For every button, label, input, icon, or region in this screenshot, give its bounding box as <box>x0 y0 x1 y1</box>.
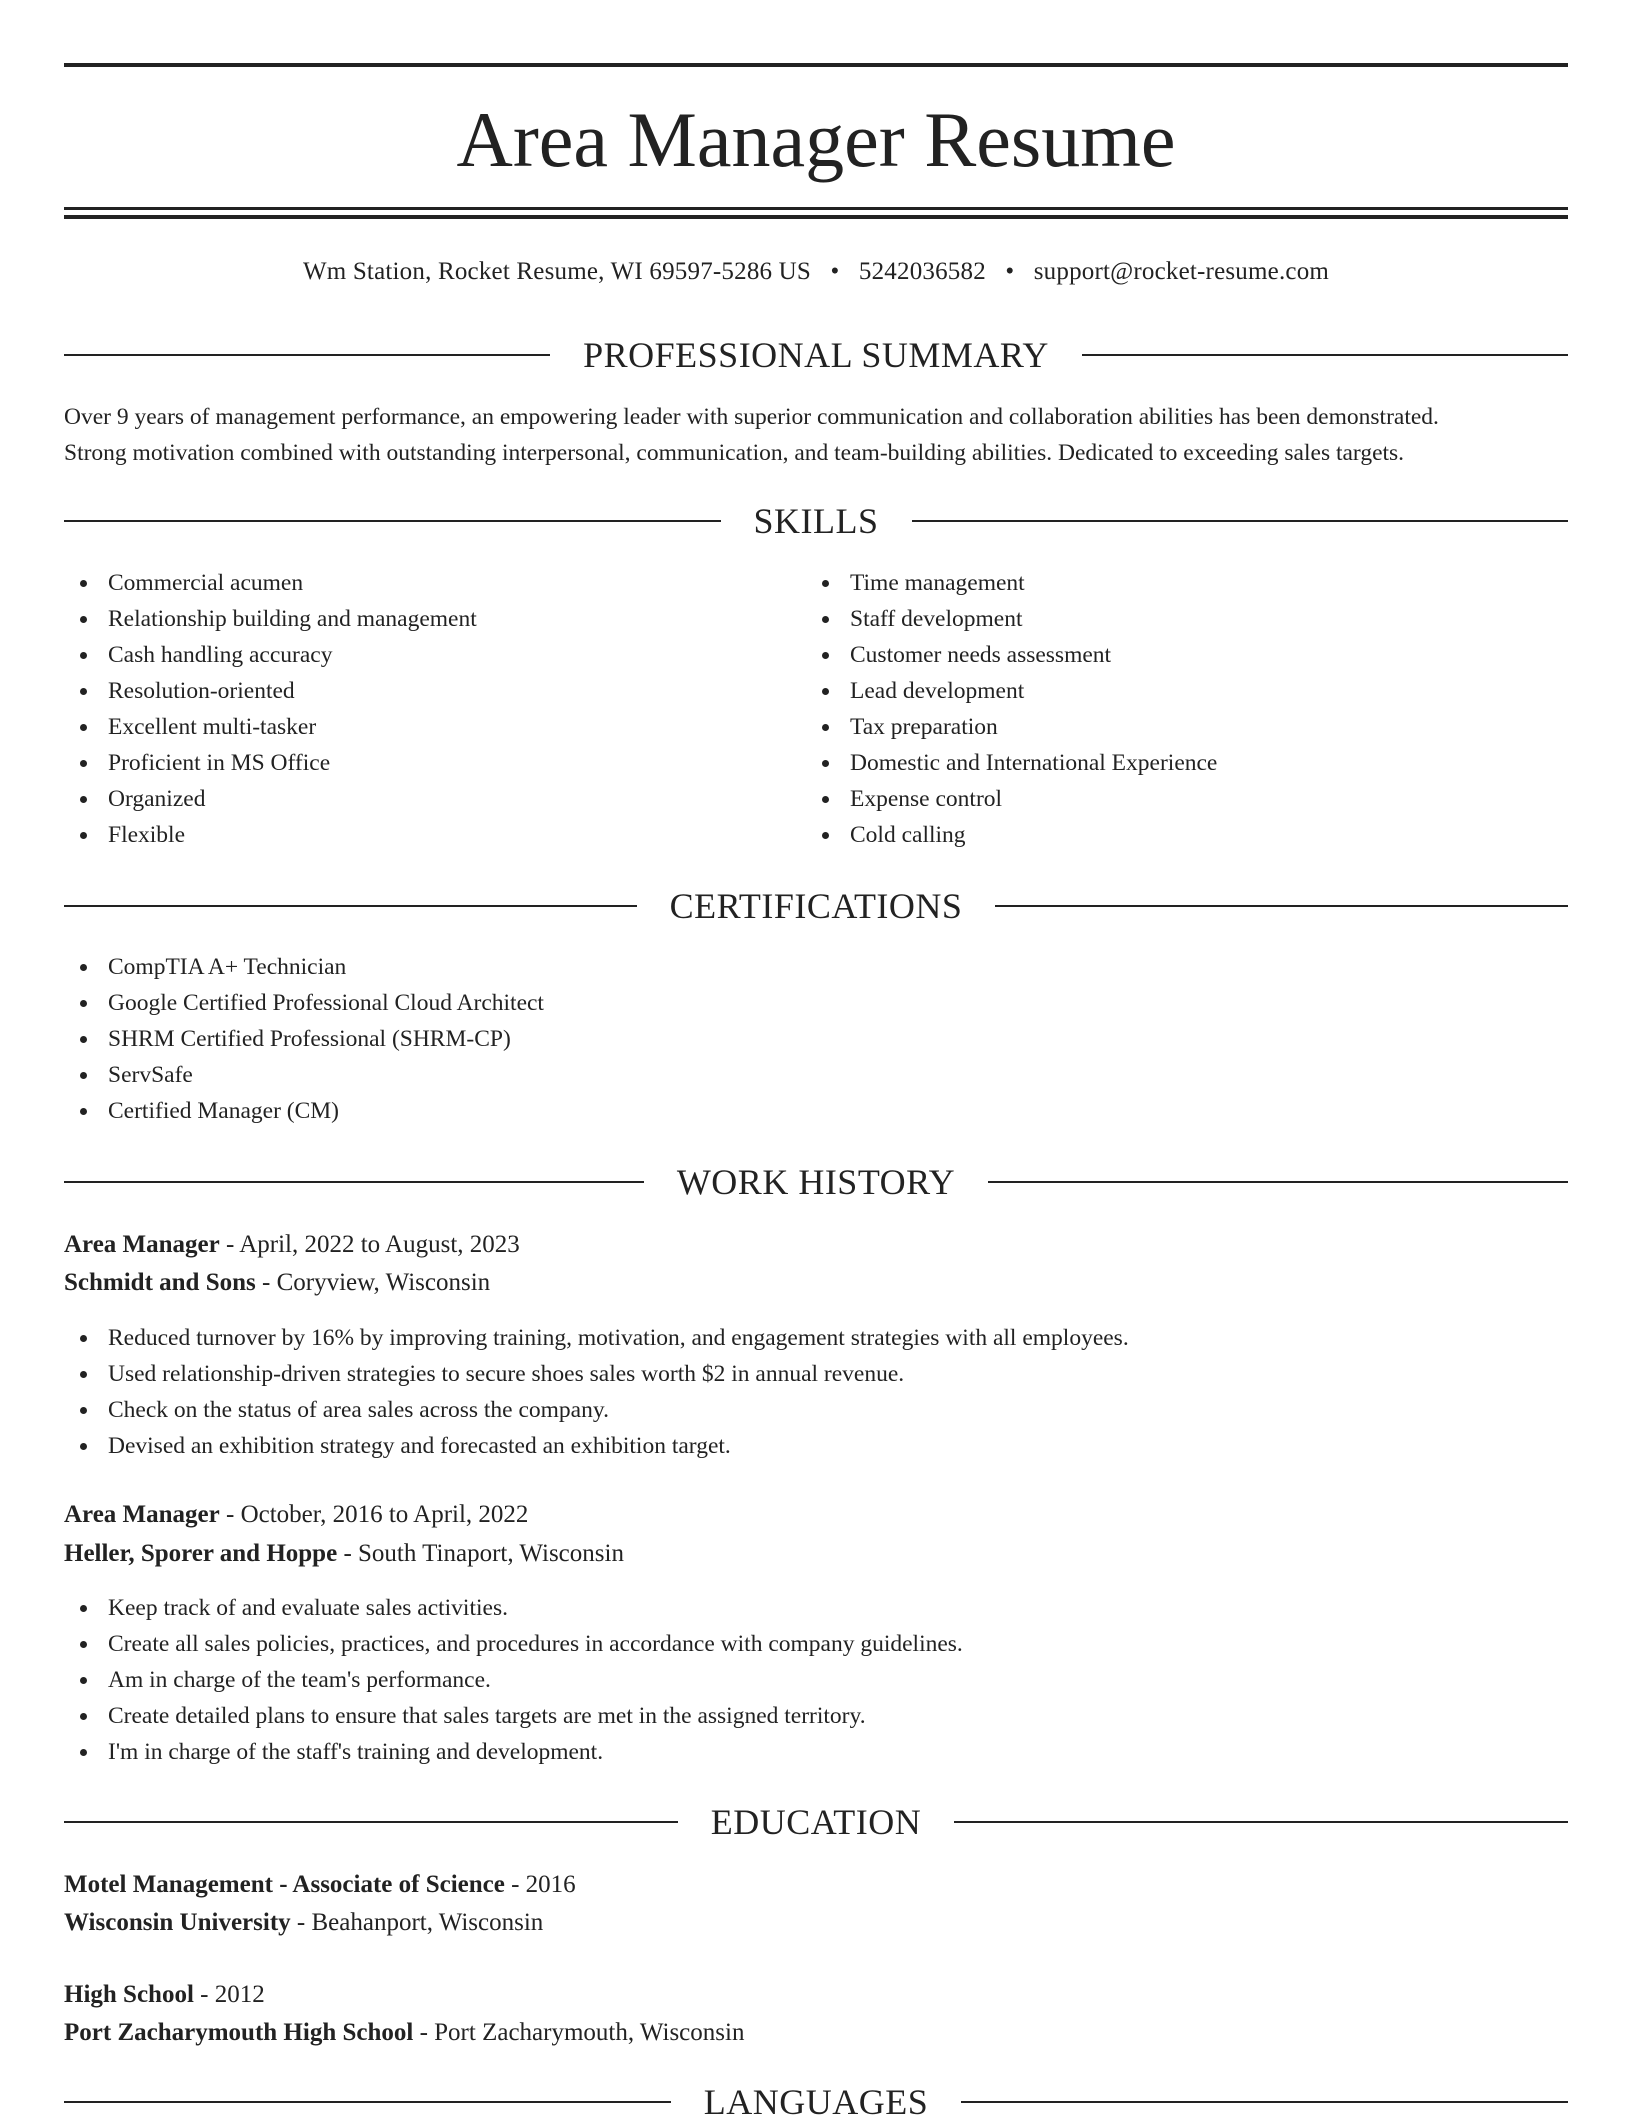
divider-line <box>64 905 637 907</box>
bullet-dot <box>80 1605 87 1612</box>
education-degree: High School <box>64 1981 194 2008</box>
education-school: Port Zacharymouth High School <box>64 2019 414 2046</box>
skill-item: Commercial acumen <box>64 565 477 601</box>
bullet-dot <box>822 688 829 695</box>
bullet-dot <box>822 616 829 623</box>
divider-line <box>988 1181 1568 1183</box>
contact-line <box>64 252 1568 292</box>
bullet-dot <box>80 832 87 839</box>
summary-text <box>64 399 1568 471</box>
section-title: PROFESSIONAL SUMMARY <box>583 335 1049 375</box>
education-degree-line <box>64 1976 1568 2014</box>
education-school: Wisconsin University <box>64 1909 291 1936</box>
bullet-dot <box>80 1108 87 1115</box>
top-rule <box>64 63 1568 67</box>
bullet-dot <box>822 724 829 731</box>
education-degree-line <box>64 1866 1568 1904</box>
job-bullet: Create all sales policies, practices, and procedures in accordance with company guidelines. <box>64 1626 963 1662</box>
job-bullet: Keep track of and evaluate sales activities. <box>64 1590 963 1626</box>
certification-item: Google Certified Professional Cloud Architect <box>64 985 544 1021</box>
skill-item: Staff development <box>806 601 1217 637</box>
bullet-dot <box>80 1000 87 1007</box>
summary-line: Over 9 years of management performance, an empowering leader with superior communication and collaboration abilities has been demonstrated. <box>64 404 1439 430</box>
job-bullet: I'm in charge of the staff's training and development. <box>64 1734 963 1770</box>
bullet-dot <box>80 724 87 731</box>
section-title: WORK HISTORY <box>676 1162 956 1202</box>
job-bullet: Am in charge of the team's performance. <box>64 1662 963 1698</box>
job-location: - South Tinaport, Wisconsin <box>337 1540 624 1567</box>
divider-line <box>64 520 721 522</box>
education-school-line <box>64 2014 1568 2052</box>
certification-item: CompTIA A+ Technician <box>64 949 544 985</box>
bullet-dot <box>80 580 87 587</box>
skill-item: Cash handling accuracy <box>64 637 477 673</box>
divider-line <box>64 1821 678 1823</box>
bullet-dot <box>80 760 87 767</box>
job-company: Heller, Sporer and Hoppe <box>64 1540 338 1567</box>
section-title: EDUCATION <box>710 1802 922 1842</box>
divider-line <box>961 2101 1568 2103</box>
job-company-line <box>64 1264 1568 1302</box>
education-location: - Beahanport, Wisconsin <box>290 1909 544 1936</box>
job-bullet: Devised an exhibition strategy and forecasted an exhibition target. <box>64 1428 1129 1464</box>
skill-item: Expense control <box>806 781 1217 817</box>
section-header-education <box>64 1802 1568 1842</box>
bullet-dot <box>80 616 87 623</box>
bullet-dot <box>80 1335 87 1342</box>
education-year: - 2016 <box>504 1871 576 1898</box>
contact-phone: 5242036582 <box>858 258 986 285</box>
bullet-dot <box>80 1677 87 1684</box>
section-title: SKILLS <box>753 501 879 541</box>
title-double-rule <box>64 207 1568 219</box>
bullet-dot <box>80 964 87 971</box>
skill-item: Resolution-oriented <box>64 673 477 709</box>
bullet-dot <box>80 796 87 803</box>
section-header-languages <box>64 2082 1568 2122</box>
bullet-dot <box>80 1713 87 1720</box>
summary-line: Strong motivation combined with outstanding interpersonal, communication, and team-building abilities. Dedicated to exceeding sales targets. <box>64 440 1405 466</box>
skill-item: Flexible <box>64 817 477 853</box>
job-dates: - April, 2022 to August, 2023 <box>219 1231 520 1258</box>
bullet-dot <box>822 796 829 803</box>
bullet-dot <box>80 1443 87 1450</box>
divider-line <box>954 1821 1568 1823</box>
skill-item: Time management <box>806 565 1217 601</box>
bullet-dot <box>822 760 829 767</box>
job-location: - Coryview, Wisconsin <box>255 1269 491 1296</box>
job-bullet: Create detailed plans to ensure that sales targets are met in the assigned territory. <box>64 1698 963 1734</box>
section-header-skills <box>64 501 1568 541</box>
job-company-line <box>64 1535 1568 1573</box>
skill-item: Proficient in MS Office <box>64 745 477 781</box>
job-bullets <box>64 1320 1129 1464</box>
divider-line <box>64 1181 644 1183</box>
job-role: Area Manager <box>64 1501 220 1528</box>
certification-item: SHRM Certified Professional (SHRM-CP) <box>64 1021 544 1057</box>
bullet-dot <box>80 688 87 695</box>
bullet-dot <box>80 1036 87 1043</box>
section-title: CERTIFICATIONS <box>669 886 963 926</box>
resume-title: Area Manager Resume <box>456 96 1176 183</box>
skill-item: Tax preparation <box>806 709 1217 745</box>
contact-address: Wm Station, Rocket Resume, WI 69597-5286 US <box>302 258 812 285</box>
contact-separator: • <box>830 258 840 285</box>
skill-item: Cold calling <box>806 817 1217 853</box>
job-title-line <box>64 1226 1568 1264</box>
job-company: Schmidt and Sons <box>64 1269 256 1296</box>
bullet-dot <box>822 652 829 659</box>
skills-list-right <box>806 565 1217 853</box>
skill-item: Lead development <box>806 673 1217 709</box>
bullet-dot <box>80 1371 87 1378</box>
job-title-line <box>64 1496 1568 1534</box>
divider-line <box>995 905 1568 907</box>
skills-list-left <box>64 565 477 853</box>
certification-item: ServSafe <box>64 1057 544 1093</box>
skill-item: Organized <box>64 781 477 817</box>
section-title: LANGUAGES <box>703 2082 929 2122</box>
education-location: - Port Zacharymouth, Wisconsin <box>413 2019 745 2046</box>
job-bullet: Check on the status of area sales across the company. <box>64 1392 1129 1428</box>
divider-line <box>64 354 550 356</box>
bullet-dot <box>80 1641 87 1648</box>
section-header-certifications <box>64 886 1568 926</box>
education-school-line <box>64 1904 1568 1942</box>
bullet-dot <box>80 1072 87 1079</box>
job-bullets <box>64 1590 963 1770</box>
job-dates: - October, 2016 to April, 2022 <box>219 1501 529 1528</box>
divider-line <box>64 2101 671 2103</box>
certifications-list <box>64 949 544 1129</box>
bullet-dot <box>80 1749 87 1756</box>
certification-item: Certified Manager (CM) <box>64 1093 544 1129</box>
skill-item: Excellent multi-tasker <box>64 709 477 745</box>
job-role: Area Manager <box>64 1231 220 1258</box>
bullet-dot <box>80 652 87 659</box>
education-year: - 2012 <box>193 1981 265 2008</box>
section-header-summary <box>64 335 1568 375</box>
skill-item: Customer needs assessment <box>806 637 1217 673</box>
job-bullet: Reduced turnover by 16% by improving training, motivation, and engagement strategies with all employees. <box>64 1320 1129 1356</box>
section-header-work-history <box>64 1162 1568 1202</box>
bullet-dot <box>822 832 829 839</box>
divider-line <box>1082 354 1568 356</box>
bullet-dot <box>80 1407 87 1414</box>
contact-email: support@rocket-resume.com <box>1033 258 1330 285</box>
bullet-dot <box>822 580 829 587</box>
skill-item: Relationship building and management <box>64 601 477 637</box>
education-degree: Motel Management - Associate of Science <box>64 1871 505 1898</box>
divider-line <box>912 520 1569 522</box>
skill-item: Domestic and International Experience <box>806 745 1217 781</box>
contact-separator: • <box>1005 258 1015 285</box>
job-bullet: Used relationship-driven strategies to secure shoes sales worth $2 in annual revenue. <box>64 1356 1129 1392</box>
